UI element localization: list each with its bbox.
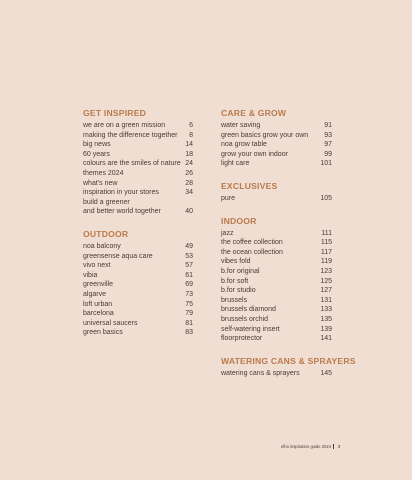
toc-entry-page: 125: [320, 277, 332, 285]
toc-section-watering-cans-sprayers: [221, 355, 356, 379]
toc-entry-title-line: we are on a green mission: [83, 122, 166, 129]
toc-entry[interactable]: [83, 179, 193, 189]
toc-entry-title-line: noa balcony: [83, 242, 121, 250]
toc-entry-title-line: 60 years: [83, 150, 110, 158]
toc-entry-title: [83, 252, 182, 262]
toc-entry[interactable]: [83, 252, 193, 262]
toc-entry-title: [221, 140, 321, 150]
toc-entry-page: 8: [189, 131, 193, 139]
toc-entry-title-line: universal saucers: [83, 319, 138, 327]
section-heading: EXCLUSIVES: [221, 180, 278, 191]
toc-entry-title-line: algarve: [83, 290, 106, 298]
toc-entry-title: [221, 277, 317, 287]
toc-entry[interactable]: [221, 286, 332, 296]
toc-entry-title-line: making the difference together: [83, 131, 178, 139]
toc-entry[interactable]: [83, 150, 193, 160]
toc-entry-page: 79: [185, 310, 193, 318]
toc-entry[interactable]: [83, 188, 193, 198]
toc-entry-title-line: pure: [221, 194, 236, 202]
toc-entry-page: 83: [185, 329, 193, 337]
toc-entry[interactable]: [221, 277, 332, 287]
toc-entry[interactable]: [221, 150, 332, 160]
toc-entry-page: 81: [185, 319, 193, 327]
toc-entry-title-line: inspiration in your stores: [83, 189, 159, 197]
toc-entry-title: [221, 194, 317, 204]
toc-entry-page: 49: [185, 242, 193, 250]
toc-entry-title-line: greensense aqua care: [83, 252, 153, 260]
section-heading: OUTDOOR: [83, 228, 129, 239]
toc-entry-page: 123: [320, 267, 332, 275]
toc-entry[interactable]: [83, 159, 193, 169]
toc-section-care-grow: [221, 108, 332, 169]
toc-entry[interactable]: [83, 198, 193, 217]
toc-entry-title: [83, 319, 182, 329]
toc-entry[interactable]: [83, 300, 193, 310]
toc-entry[interactable]: [221, 194, 332, 204]
toc-entry[interactable]: [83, 328, 193, 338]
toc-entry-title-line: jazz: [221, 229, 234, 237]
toc-entry-title: [83, 140, 182, 150]
toc-entry[interactable]: [221, 229, 332, 239]
toc-entry-title: [221, 334, 317, 344]
toc-entry-title-line: vibes fold: [221, 258, 251, 266]
toc-entry[interactable]: [83, 242, 193, 252]
toc-entry[interactable]: [83, 131, 193, 141]
footer-page-number: 3: [337, 445, 341, 450]
toc-entry-page: 53: [185, 252, 193, 260]
toc-entry[interactable]: [221, 121, 332, 131]
toc-entry-page: 28: [185, 179, 193, 187]
toc-entry-title: [83, 188, 182, 198]
toc-section-indoor: [221, 216, 332, 344]
toc-entry-page: 101: [320, 160, 332, 168]
toc-entry-page: 99: [324, 150, 332, 158]
toc-entry-title: [221, 131, 321, 141]
toc-entry-title-line: build a greener: [83, 198, 130, 206]
toc-entry[interactable]: [221, 369, 332, 379]
toc-entry-page: 131: [320, 296, 332, 304]
section-heading: INDOOR: [221, 215, 257, 226]
toc-entry-title-line: watering cans & sprayers: [221, 369, 300, 377]
toc-entry-title: [83, 309, 182, 319]
toc-entry-title: [221, 257, 318, 267]
toc-entry-title: [83, 169, 182, 179]
toc-entry-title-line: what's new: [83, 179, 118, 187]
toc-entry-page: 18: [185, 150, 193, 158]
toc-entry-page: 61: [185, 271, 193, 279]
toc-entry-title-line: brussels: [221, 296, 248, 304]
toc-entry-title-line: noa grow table: [221, 141, 267, 149]
toc-entry[interactable]: [83, 169, 193, 179]
toc-entry-title-line: grow your own indoor: [221, 150, 288, 158]
toc-entry-title: [221, 121, 321, 131]
toc-entry-page: 24: [185, 160, 193, 168]
toc-entry-page: 57: [185, 262, 193, 270]
toc-entry-title-line: loft urban: [83, 300, 113, 308]
toc-entry-title-line: b.for original: [221, 267, 260, 275]
page-footer: [281, 444, 340, 450]
toc-entry-title-line: big news: [83, 141, 111, 149]
toc-entry-page: 115: [320, 239, 332, 247]
toc-entry-title: [83, 159, 182, 169]
toc-entry-title: [221, 248, 318, 258]
toc-entry-page: 133: [320, 306, 332, 314]
toc-entry-title: [221, 159, 317, 169]
toc-entry-page: 91: [324, 122, 332, 129]
toc-entry-title-line: b.for studio: [221, 287, 256, 295]
toc-entry-title-line: light care: [221, 160, 250, 168]
toc-entry[interactable]: [221, 159, 332, 169]
toc-entry[interactable]: [221, 334, 332, 344]
toc-entry[interactable]: [221, 267, 332, 277]
toc-entry-title: [221, 150, 321, 160]
toc-entry[interactable]: [83, 290, 193, 300]
toc-entry[interactable]: [83, 319, 193, 329]
toc-entry-title-line: green basics: [83, 329, 123, 337]
toc-entry-page: 26: [185, 169, 193, 177]
toc-entry[interactable]: [83, 140, 193, 150]
toc-entry-page: 127: [320, 287, 332, 295]
toc-entry-title: [83, 280, 182, 290]
toc-entry-page: 34: [185, 189, 193, 197]
toc-entry-title: [221, 286, 317, 296]
toc-entry-title: [83, 300, 182, 310]
toc-entry[interactable]: [221, 140, 332, 150]
toc-entry-title-line: colours are the smiles of nature: [83, 160, 181, 168]
toc-entry[interactable]: [83, 280, 193, 290]
toc-entry-page: 135: [320, 315, 332, 323]
toc-entry-page: 97: [324, 141, 332, 149]
toc-entry[interactable]: [221, 257, 332, 267]
toc-entry-title-line: the coffee collection: [221, 239, 283, 247]
toc-entry[interactable]: [221, 325, 332, 335]
toc-section-get-inspired: [83, 108, 193, 217]
toc-entry-title: [221, 315, 317, 325]
toc-entry[interactable]: [221, 296, 332, 306]
toc-section-exclusives: [221, 181, 332, 204]
toc-entry[interactable]: [83, 309, 193, 319]
section-heading: GET INSPIRED: [83, 108, 147, 118]
footer-divider: [333, 444, 334, 449]
toc-entry-title-line: green basics grow your own: [221, 131, 309, 139]
toc-entry[interactable]: [221, 238, 332, 248]
section-heading: CARE & GROW: [221, 108, 287, 118]
toc-entry-title: [83, 179, 182, 189]
toc-entry-title: [221, 369, 317, 379]
toc-entry-title-line: floorprotector: [221, 335, 263, 343]
toc-entry-title-line: themes 2024: [83, 169, 124, 177]
toc-entry-page: 141: [320, 335, 332, 343]
toc-entry-title-line: self-watering insert: [221, 325, 280, 333]
toc-entry-title-line: the ocean collection: [221, 248, 283, 256]
toc-entry-page: 40: [185, 208, 193, 216]
toc-entry-page: 6: [189, 122, 193, 129]
toc-entry[interactable]: [83, 121, 193, 131]
toc-entry-page: 119: [320, 258, 332, 266]
toc-entry-title-line: greenville: [83, 281, 113, 289]
toc-entry-page: 111: [321, 229, 332, 237]
toc-entry-page: 93: [324, 131, 332, 139]
toc-entry[interactable]: [83, 271, 193, 281]
toc-entry-title: [221, 325, 317, 335]
toc-entry[interactable]: [221, 248, 332, 258]
toc-left-column: [83, 108, 193, 350]
toc-entry-page: 69: [185, 281, 193, 289]
toc-entry-title-line: b.for soft: [221, 277, 249, 285]
footer-title: elho inspiration guide 2024: [281, 444, 332, 449]
toc-entry-title-line: and better world together: [83, 208, 161, 216]
toc-entry-page: 75: [185, 300, 193, 308]
toc-entry-title-line: vibia: [83, 271, 98, 279]
toc-entry-title: [83, 271, 182, 281]
toc-entry-title: [83, 131, 186, 141]
toc-entry-title: [83, 121, 186, 131]
toc-entry-page: 145: [320, 369, 332, 377]
toc-right-column: [221, 108, 356, 390]
toc-entry-title-line: water saving: [221, 122, 261, 129]
toc-entry[interactable]: [221, 315, 332, 325]
toc-entry-title: [221, 229, 318, 239]
toc-entry-page: 105: [320, 194, 332, 202]
toc-entry[interactable]: [221, 305, 332, 315]
toc-entry-title: [83, 328, 182, 338]
toc-entry-title: [83, 290, 182, 300]
toc-entry-title: [83, 261, 182, 271]
toc-entry-page: 73: [185, 290, 193, 298]
toc-entry-title: [83, 150, 182, 160]
toc-entry-page: 139: [320, 325, 332, 333]
toc-entry-title: [221, 267, 317, 277]
toc-entry-page: 14: [185, 141, 193, 149]
toc-entry-title: [221, 305, 317, 315]
toc-entry[interactable]: [221, 131, 332, 141]
toc-entry-title: [221, 238, 318, 248]
toc-entry-title-line: vivo next: [83, 262, 111, 270]
toc-entry-title: [221, 296, 317, 306]
toc-entry-title-line: barcelona: [83, 310, 114, 318]
section-heading: WATERING CANS & SPRAYERS: [221, 355, 356, 366]
toc-entry-title: [83, 198, 182, 217]
toc-section-outdoor: [83, 229, 193, 338]
toc-entry-page: 117: [320, 248, 332, 256]
toc-entry-title-line: brussels diamond: [221, 306, 276, 314]
toc-entry-title-line: brussels orchid: [221, 315, 269, 323]
toc-entry-title: [83, 242, 182, 252]
toc-entry[interactable]: [83, 261, 193, 271]
